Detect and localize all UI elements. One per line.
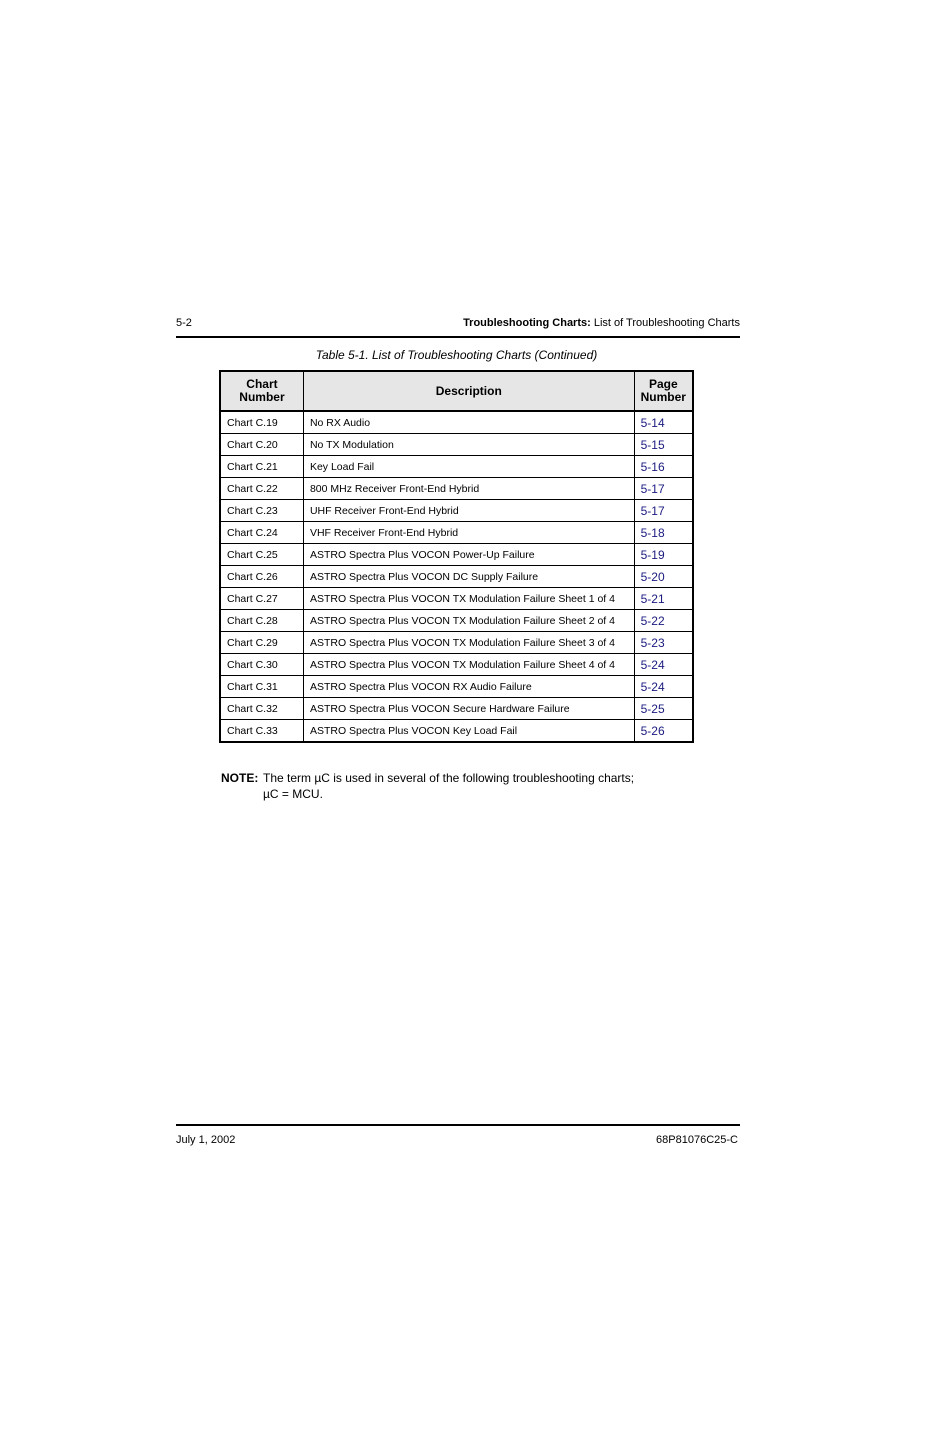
chart-number-cell: Chart C.29 <box>220 632 303 654</box>
running-title-subsection: List of Troubleshooting Charts <box>590 317 740 329</box>
table-row <box>220 654 693 676</box>
description-cell: VHF Receiver Front-End Hybrid <box>303 522 634 544</box>
chart-number-cell: Chart C.28 <box>220 610 303 632</box>
table-row <box>220 676 693 698</box>
description-cell: ASTRO Spectra Plus VOCON DC Supply Failure <box>303 566 634 588</box>
page-link[interactable]: 5-26 <box>634 720 693 743</box>
table-row <box>220 500 693 522</box>
chart-number-cell: Chart C.24 <box>220 522 303 544</box>
footer-document-number: 68P81076C25-C <box>656 1134 738 1146</box>
page-link[interactable]: 5-24 <box>634 676 693 698</box>
chart-number-cell: Chart C.30 <box>220 654 303 676</box>
page-number: 5-2 <box>176 317 192 329</box>
page-link[interactable]: 5-25 <box>634 698 693 720</box>
table-row <box>220 456 693 478</box>
chart-number-cell: Chart C.32 <box>220 698 303 720</box>
page-link[interactable]: 5-17 <box>634 478 693 500</box>
description-cell: ASTRO Spectra Plus VOCON Key Load Fail <box>303 720 634 743</box>
description-cell: ASTRO Spectra Plus VOCON Power-Up Failure <box>303 544 634 566</box>
header-description: Description <box>303 371 634 411</box>
description-cell: ASTRO Spectra Plus VOCON Secure Hardware Failure <box>303 698 634 720</box>
table-row <box>220 522 693 544</box>
header-chart-number: Chart Number <box>220 371 303 411</box>
page-link[interactable]: 5-18 <box>634 522 693 544</box>
page-link[interactable]: 5-19 <box>634 544 693 566</box>
page-link[interactable]: 5-15 <box>634 434 693 456</box>
running-title <box>463 317 740 329</box>
table-caption: Table 5-1. List of Troubleshooting Charts (Continued) <box>315 348 598 362</box>
page-footer <box>176 1124 740 1146</box>
chart-number-cell: Chart C.33 <box>220 720 303 743</box>
header-page-number: Page Number <box>634 371 693 411</box>
chart-number-cell: Chart C.26 <box>220 566 303 588</box>
chart-number-cell: Chart C.20 <box>220 434 303 456</box>
page-link[interactable]: 5-14 <box>634 411 693 434</box>
description-cell: ASTRO Spectra Plus VOCON RX Audio Failure <box>303 676 634 698</box>
page-link[interactable]: 5-23 <box>634 632 693 654</box>
note-line-2: µC = MCU. <box>263 787 323 801</box>
running-title-section: Troubleshooting Charts: <box>463 317 591 329</box>
table-row <box>220 720 693 743</box>
note-line-1: The term µC is used in several of the following troubleshooting charts; <box>263 771 635 785</box>
note <box>221 770 634 802</box>
description-cell: ASTRO Spectra Plus VOCON TX Modulation Failure Sheet 4 of 4 <box>303 654 634 676</box>
chart-number-cell: Chart C.31 <box>220 676 303 698</box>
chart-number-cell: Chart C.27 <box>220 588 303 610</box>
chart-number-cell: Chart C.25 <box>220 544 303 566</box>
table-row <box>220 632 693 654</box>
description-cell: No TX Modulation <box>303 434 634 456</box>
table-row <box>220 610 693 632</box>
page-link[interactable]: 5-20 <box>634 566 693 588</box>
table-row <box>220 698 693 720</box>
troubleshooting-charts-table <box>219 370 694 743</box>
chart-number-cell: Chart C.22 <box>220 478 303 500</box>
description-cell: 800 MHz Receiver Front-End Hybrid <box>303 478 634 500</box>
table-body <box>220 411 693 742</box>
table-row <box>220 544 693 566</box>
table-row <box>220 566 693 588</box>
description-cell: ASTRO Spectra Plus VOCON TX Modulation Failure Sheet 1 of 4 <box>303 588 634 610</box>
table-header-row <box>220 371 693 411</box>
description-cell: Key Load Fail <box>303 456 634 478</box>
chart-number-cell: Chart C.19 <box>220 411 303 434</box>
page-link[interactable]: 5-24 <box>634 654 693 676</box>
table-row <box>220 478 693 500</box>
description-cell: No RX Audio <box>303 411 634 434</box>
note-label: NOTE: <box>221 771 259 785</box>
description-cell: UHF Receiver Front-End Hybrid <box>303 500 634 522</box>
chart-number-cell: Chart C.21 <box>220 456 303 478</box>
description-cell: ASTRO Spectra Plus VOCON TX Modulation Failure Sheet 3 of 4 <box>303 632 634 654</box>
page-link[interactable]: 5-21 <box>634 588 693 610</box>
description-cell: ASTRO Spectra Plus VOCON TX Modulation Failure Sheet 2 of 4 <box>303 610 634 632</box>
chart-number-cell: Chart C.23 <box>220 500 303 522</box>
footer-date: July 1, 2002 <box>176 1134 236 1146</box>
page-link[interactable]: 5-16 <box>634 456 693 478</box>
page-header <box>176 314 740 338</box>
page-link[interactable]: 5-17 <box>634 500 693 522</box>
page-link[interactable]: 5-22 <box>634 610 693 632</box>
table-row <box>220 588 693 610</box>
table-row <box>220 411 693 434</box>
table-row <box>220 434 693 456</box>
